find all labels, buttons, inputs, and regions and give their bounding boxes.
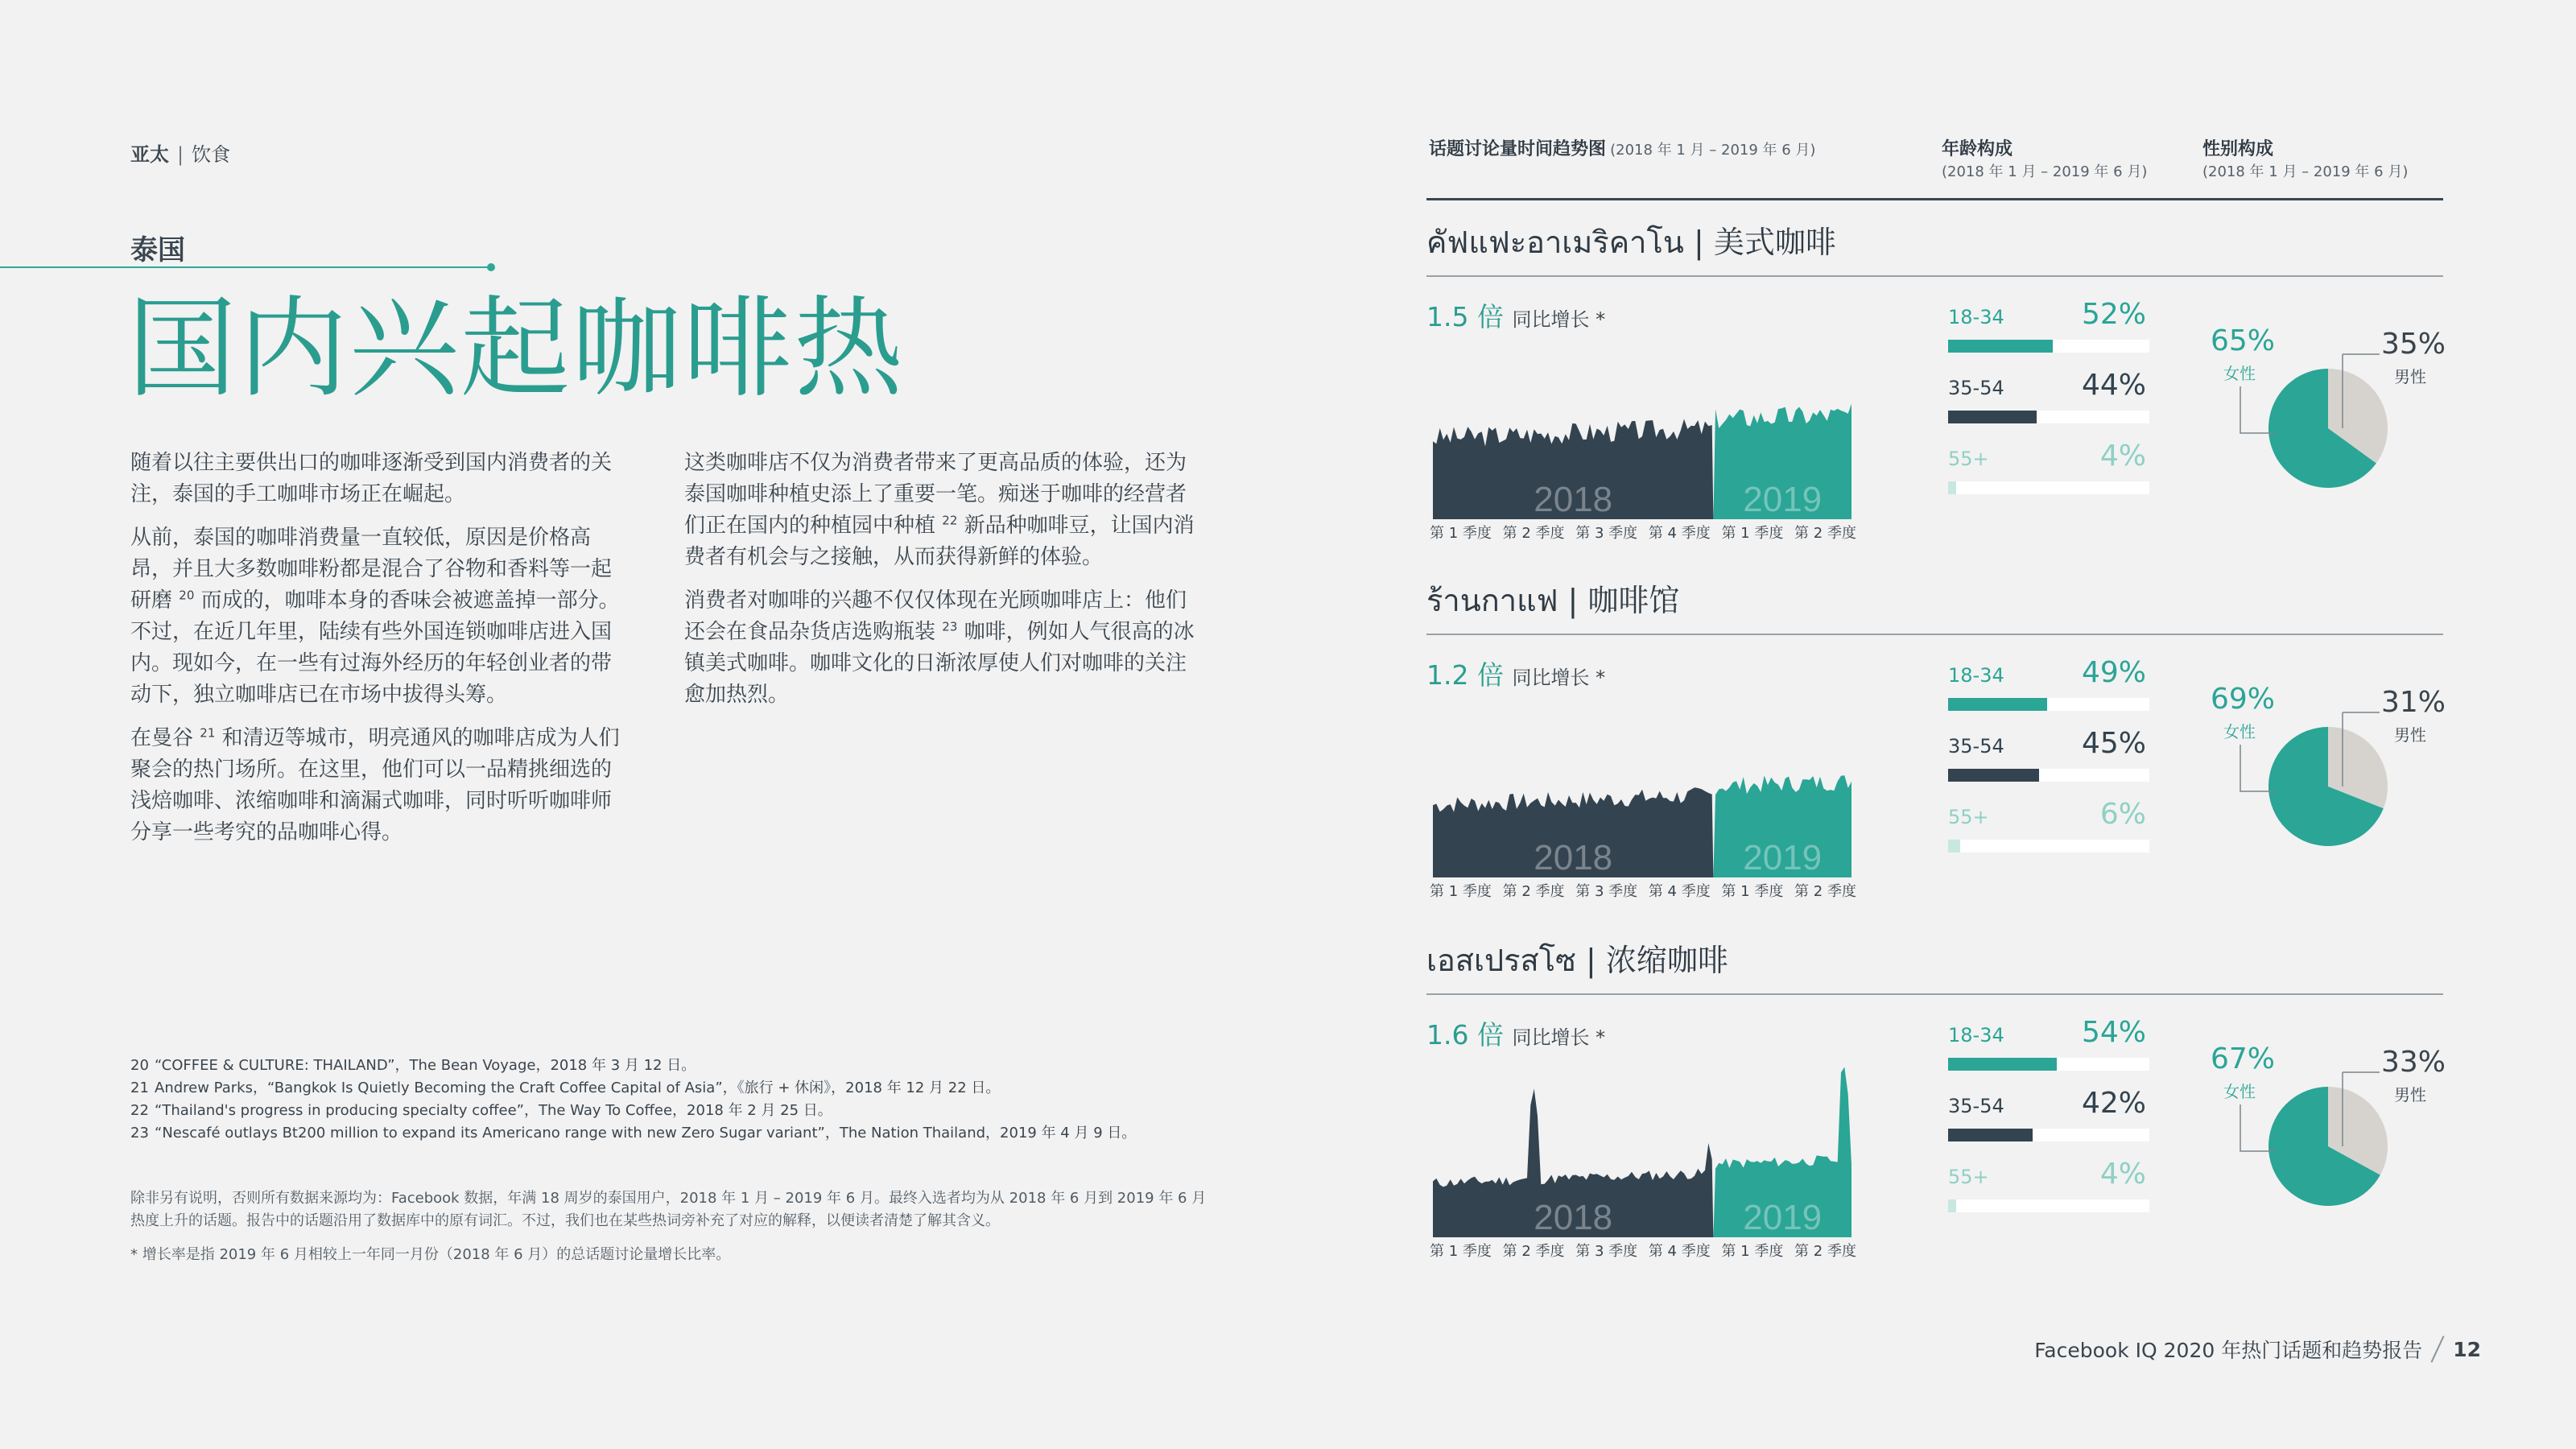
age-title: 年龄构成 [1942, 139, 2013, 159]
age-header [1942, 135, 2147, 181]
country-divider-dot [487, 263, 495, 271]
age-group-label: 55+ [1948, 806, 1989, 828]
paragraph: 随着以往主要供出口的咖啡逐渐受到国内消费者的关注，泰国的手工咖啡市场正在崛起。 [130, 451, 613, 506]
trend-subtitle: (2018 年 1 月 – 2019 年 6 月) [1610, 142, 1816, 159]
paragraph: 消费者对咖啡的兴趣不仅仅体现在光顾咖啡店上：他们还会在食品杂货店选购瓶装 $^{23}$ 咖啡，例如人气很高的冰镇美式咖啡。咖啡文化的日渐浓厚使人们对咖啡的关注愈加热烈。 [684, 588, 1195, 707]
quarter-label: 第 3 季度 [1575, 1243, 1638, 1260]
body-column-2 [684, 448, 1199, 723]
age-group-pct: 49% [2081, 656, 2146, 689]
country-divider [0, 266, 491, 268]
growth-stat [1426, 296, 1605, 334]
female-label: 女性 [2223, 722, 2256, 741]
age-bar-fill [1948, 1058, 2057, 1071]
quarter-label: 第 4 季度 [1648, 525, 1711, 542]
quarter-label: 第 3 季度 [1575, 525, 1638, 542]
growth-value: 1.5 倍 [1426, 301, 1504, 332]
trend-header [1429, 135, 1815, 160]
quarter-label: 第 1 季度 [1721, 883, 1784, 900]
quarter-label: 第 1 季度 [1430, 525, 1492, 542]
age-bar-fill [1948, 1129, 2033, 1141]
growth-stat [1426, 654, 1605, 692]
age-group-pct: 52% [2081, 298, 2146, 331]
quarter-label: 第 2 季度 [1794, 525, 1856, 542]
age-group-pct: 6% [2099, 798, 2146, 831]
age-bar-track [1948, 840, 2149, 852]
footnote-ref[interactable]: 20 [179, 588, 195, 603]
year-label: 2019 [1743, 838, 1823, 877]
footnote: 21 Andrew Parks，“Bangkok Is Quietly Becoming the Craft Coffee Capital of Asia”，《旅行 + 休闲》，2018 年 12 月 22 日。 [130, 1080, 1001, 1096]
quarter-label: 第 2 季度 [1794, 883, 1856, 900]
footnote: 20 “COFFEE & CULTURE: THAILAND”，The Bean Voyage，2018 年 3 月 12 日。 [130, 1057, 696, 1074]
breadcrumb [130, 138, 230, 167]
male-pct: 31% [2381, 686, 2446, 719]
year-label: 2019 [1743, 1198, 1823, 1237]
age-group-label: 55+ [1948, 1166, 1989, 1188]
quarter-label: 第 1 季度 [1430, 883, 1492, 900]
growth-note: * 增长率是指 2019 年 6 月相较上一年同一月份（2018 年 6 月）的总话题讨论量增长比率。 [130, 1246, 731, 1263]
age-bar-track [1948, 1199, 2149, 1212]
gender-header [2202, 135, 2408, 181]
growth-label: 同比增长 * [1512, 1026, 1606, 1049]
footnote-ref[interactable]: 21 [200, 725, 216, 741]
age-group-pct: 45% [2081, 727, 2146, 760]
age-bar-fill [1948, 1199, 1956, 1212]
page-headline: 国内兴起咖啡热 [127, 286, 905, 413]
footnotes [130, 1055, 1193, 1145]
breadcrumb-category: 饮食 [192, 143, 231, 166]
paragraph: 在曼谷 $^{21}$ 和清迈等城市，明亮通风的咖啡店成为人们聚会的热门场所。在这里，他们可以一品精挑细选的浅焙咖啡、浓缩咖啡和滴漏式咖啡，同时听听咖啡师分享一些考究的品咖啡心得。 [130, 725, 620, 844]
paragraph: 这类咖啡店不仅为消费者带来了更高品质的体验，还为泰国咖啡种植史添上了重要一笔。痴迷于咖啡的经营者们正在国内的种植园中种植 $^{22}$ 新品种咖啡豆，让国内消费者有机会与之接触，从而获得新鲜的体验。 [684, 451, 1195, 569]
trend-area-chart [1433, 1056, 1852, 1237]
quarter-label: 第 2 季度 [1502, 1243, 1565, 1260]
header-divider [1426, 198, 2443, 200]
trend-area-chart [1433, 696, 1852, 877]
age-bar-fill [1948, 769, 2039, 782]
year-label: 2019 [1743, 480, 1823, 519]
topic-divider [1426, 634, 2443, 635]
age-subtitle: (2018 年 1 月 – 2019 年 6 月) [1942, 163, 2148, 180]
age-group-pct: 4% [2099, 440, 2146, 473]
quarter-label: 第 2 季度 [1794, 1243, 1856, 1260]
year-label: 2018 [1534, 1198, 1613, 1237]
quarter-label: 第 4 季度 [1648, 1243, 1711, 1260]
topic-divider [1426, 275, 2443, 277]
quarter-label: 第 1 季度 [1721, 525, 1784, 542]
age-group-label: 18-34 [1948, 1024, 2004, 1046]
footer-slash [2431, 1335, 2445, 1362]
age-bar-fill [1948, 411, 2037, 423]
quarter-axis [1430, 1240, 1856, 1261]
quarter-label: 第 2 季度 [1502, 525, 1565, 542]
trend-area-chart [1433, 338, 1852, 519]
age-bar-fill [1948, 840, 1960, 852]
breadcrumb-separator: | [177, 143, 184, 166]
female-pct: 65% [2211, 324, 2276, 357]
topic-title: คัฟแฟะอาเมริคาโน | 美式咖啡 [1426, 225, 1836, 260]
growth-value: 1.6 倍 [1426, 1019, 1504, 1051]
male-label: 男性 [2394, 1085, 2426, 1104]
age-bar-track [1948, 340, 2149, 353]
age-bar-fill [1948, 481, 1956, 494]
topic-title: เอสเปรสโซ | 浓缩咖啡 [1426, 943, 1728, 978]
gender-subtitle: (2018 年 1 月 – 2019 年 6 月) [2202, 163, 2409, 180]
year-label: 2018 [1534, 838, 1613, 877]
quarter-label: 第 3 季度 [1575, 883, 1638, 900]
male-label: 男性 [2394, 367, 2426, 386]
quarter-label: 第 4 季度 [1648, 883, 1711, 900]
age-group-label: 18-34 [1948, 306, 2004, 328]
female-pct: 67% [2211, 1042, 2276, 1075]
age-group-label: 35-54 [1948, 1095, 2004, 1117]
quarter-label: 第 1 季度 [1430, 1243, 1492, 1260]
age-bar-track [1948, 1129, 2149, 1141]
topic-divider [1426, 993, 2443, 995]
footnote-ref[interactable]: 22 [942, 513, 958, 528]
footnote: 23 “Nescafé outlays Bt200 million to expand its Americano range with new Zero Sugar variant”，The Nation Thailand，2019 年 4 月 9 日。 [130, 1125, 1137, 1141]
age-group-pct: 42% [2081, 1087, 2146, 1120]
male-label: 男性 [2394, 725, 2426, 745]
quarter-label: 第 1 季度 [1721, 1243, 1784, 1260]
age-bar-fill [1948, 340, 2053, 353]
age-bar-fill [1948, 698, 2047, 711]
growth-value: 1.2 倍 [1426, 659, 1504, 691]
quarter-label: 第 2 季度 [1502, 883, 1565, 900]
trend-title: 话题讨论量时间趋势图 [1429, 139, 1607, 159]
breadcrumb-region: 亚太 [130, 143, 169, 166]
page-number: 12 [2453, 1337, 2481, 1361]
body-column-1 [130, 448, 630, 861]
growth-stat [1426, 1014, 1605, 1052]
gender-title: 性别构成 [2202, 139, 2274, 159]
age-group-pct: 44% [2081, 369, 2146, 402]
disclaimer-text: 除非另有说明，否则所有数据来源均为：Facebook 数据，年满 18 周岁的泰国用户，2018 年 1 月 – 2019 年 6 月。最终入选者均为从 2018 年 6 月到 2019 年 6 月热度上升的话题。报告中的话题沿用了数据库中的原有词汇。不过，我们也在某些热词旁补充了对应的解释，以便读者清楚了解其含义。 [130, 1190, 1207, 1229]
age-bar-track [1948, 411, 2149, 423]
growth-label: 同比增长 * [1512, 667, 1606, 689]
female-pct: 69% [2211, 683, 2276, 716]
quarter-axis [1430, 880, 1856, 901]
topic-title: ร้านกาแฟ | 咖啡馆 [1426, 583, 1680, 618]
growth-label: 同比增长 * [1512, 308, 1606, 331]
age-bar-track [1948, 698, 2149, 711]
paragraph: 从前，泰国的咖啡消费量一直较低，原因是价格高昂，并且大多数咖啡粉都是混合了谷物和香料等一起研磨 $^{20}$ 而成的，咖啡本身的香味会被遮盖掉一部分。不过，在近几年里，陆续有些外国连锁咖啡店进入国内。现如今，在一些有过海外经历的年轻创业者的带动下，独立咖啡店已在市场中拔得头筹。 [130, 526, 620, 707]
age-group-label: 35-54 [1948, 377, 2004, 399]
quarter-axis [1430, 522, 1856, 543]
year-label: 2018 [1534, 480, 1613, 519]
age-group-pct: 54% [2081, 1016, 2146, 1049]
footnote: 22 “Thailand's progress in producing specialty coffee”，The Way To Coffee，2018 年 2 月 25 日。 [130, 1102, 832, 1119]
female-label: 女性 [2223, 364, 2256, 383]
footnote-ref[interactable]: 23 [942, 619, 958, 634]
report-name: Facebook IQ 2020 年热门话题和趋势报告 [2034, 1339, 2423, 1362]
male-pct: 33% [2381, 1046, 2446, 1079]
age-bar-track [1948, 481, 2149, 494]
age-bar-track [1948, 1058, 2149, 1071]
country-label: 泰国 [130, 234, 185, 266]
age-group-pct: 4% [2099, 1158, 2146, 1191]
age-group-label: 55+ [1948, 448, 1989, 470]
data-disclaimer [130, 1187, 1209, 1278]
page-footer [2034, 1335, 2481, 1364]
female-label: 女性 [2223, 1082, 2256, 1101]
male-pct: 35% [2381, 328, 2446, 361]
age-group-label: 35-54 [1948, 735, 2004, 758]
age-group-label: 18-34 [1948, 664, 2004, 687]
age-bar-track [1948, 769, 2149, 782]
